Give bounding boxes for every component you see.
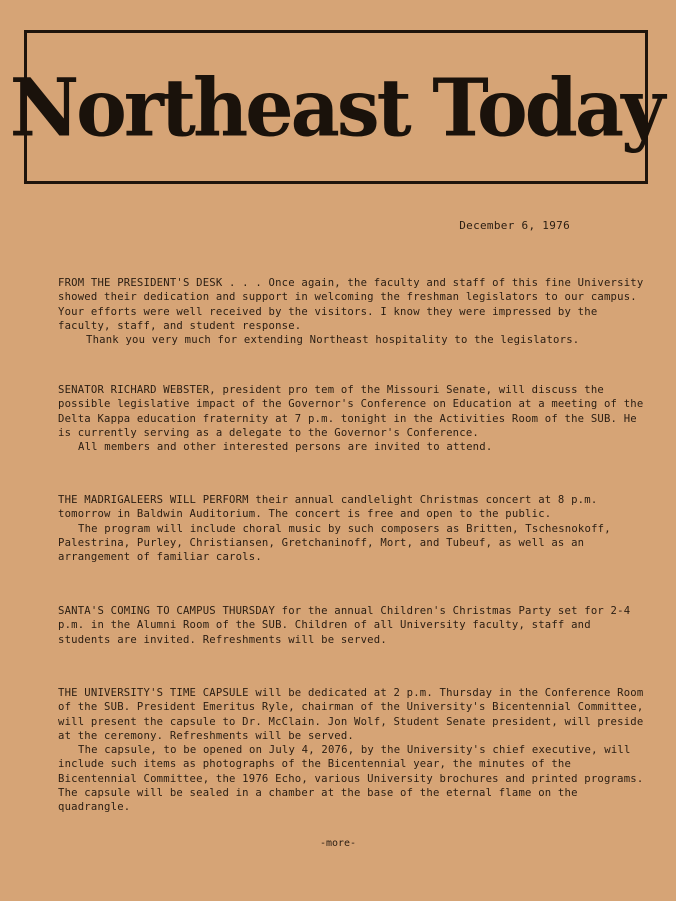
news-item-body: Once again, the faculty and staff of this fine University showed their dedication and support in welcoming the freshman legislators to our campus. Your efforts were well received by the visitors. I know they were impressed by the faculty, staff, and student response. <box>58 277 644 332</box>
news-item-body: will be dedicated at 2 p.m. Thursday in the Conference Room of the SUB. President Emeritus Ryle, chairman of the University's Bicentennial Committee, will present the capsule to Dr. McClain. Jon Wolf, Student Senate president, will preside at the ceremony. Refreshments will be served. <box>58 687 644 742</box>
news-item-lead: THE MADRIGALEERS WILL PERFORM <box>58 494 249 506</box>
masthead-title: Northeast Today <box>9 60 663 154</box>
news-item-santa <box>58 604 648 647</box>
news-item-senator <box>58 383 648 454</box>
masthead-box <box>9 30 663 184</box>
news-item-body-2: Thank you very much for extending Northeast hospitality to the legislators. <box>86 334 580 347</box>
news-item-body-2: The capsule, to be opened on July 4, 2076, by the University's chief executive, will include such items as photographs of the Bicentennial year, the minutes of the Bicentennial Committee, the 1976 Echo, various University brochures and printed programs. The capsule will be sealed in a chamber at the base of the eternal flame on the quadrangle. <box>58 744 644 814</box>
news-item-lead: SANTA'S COMING TO CAMPUS THURSDAY <box>58 605 276 617</box>
news-item-lead: SENATOR RICHARD WEBSTER, <box>58 384 216 396</box>
continued-marker: -more- <box>319 838 357 849</box>
news-item-body-2: All members and other interested persons are invited to attend. <box>78 441 493 454</box>
news-item-lead: FROM THE PRESIDENT'S DESK . . . <box>58 277 262 289</box>
news-item-time-capsule <box>58 686 648 815</box>
news-item-president <box>58 276 648 347</box>
news-item-lead: THE UNIVERSITY'S TIME CAPSULE <box>58 687 249 699</box>
news-item-body-2: The program will include choral music by such composers as Britten, Tschesnokoff, Palestrina, Purley, Christiansen, Gretchaninoff, Mort, and Tubeuf, as well as an arrangement of familiar carols. <box>58 522 611 564</box>
issue-date: December 6, 1976 <box>459 219 570 232</box>
news-item-body: their annual candlelight Christmas concert at 8 p.m. tomorrow in Baldwin Auditorium. The concert is free and open to the public. <box>58 494 598 521</box>
news-item-body: president pro tem of the Missouri Senate, will discuss the possible legislative impact of the Governor's Conference on Education at a meeting of the Delta Kappa education fraternity at 7 p.m. tonight in the Activities Room of the SUB. He is currently serving as a delegate to the Governor's Conference. <box>58 384 644 439</box>
news-item-body: for the annual Children's Christmas Party set for 2-4 p.m. in the Alumni Room of the SUB. Children of all University faculty, staff and students are invited. Refreshments will be served. <box>58 605 631 646</box>
news-item-madrigaleers <box>58 493 648 564</box>
